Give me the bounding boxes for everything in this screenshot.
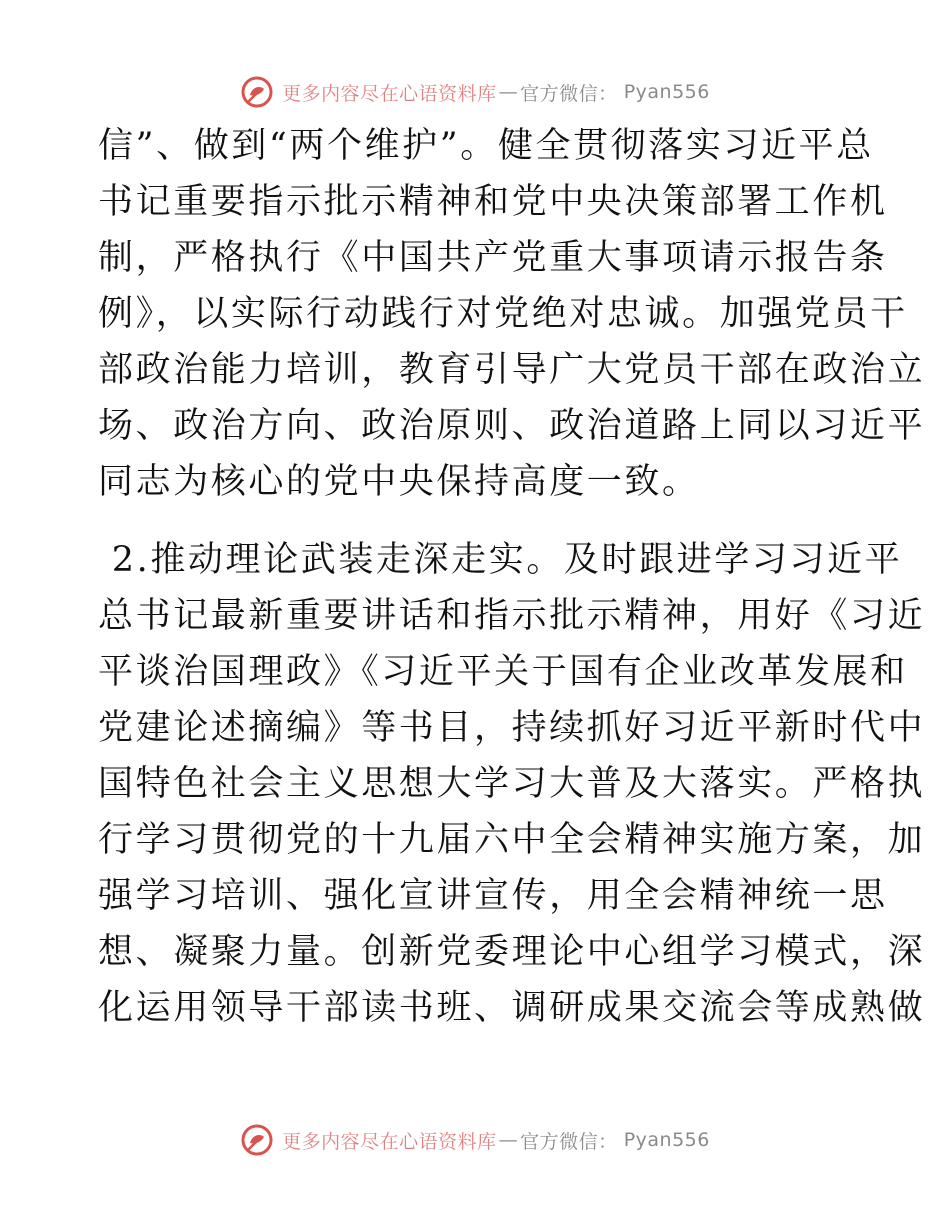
text-line: 同志为核心的党中央保持高度一致。 — [98, 462, 700, 502]
text-line: 行学习贯彻党的十九届六中全会精神实施方案，加 — [98, 820, 926, 860]
document-body — [98, 118, 926, 1036]
text-line: 2.推动理论武装走深走实。及时跟进学习习近平 — [98, 540, 903, 580]
text-line: 制，严格执行《中国共产党重大事项请示报告条 — [98, 238, 888, 278]
paragraph-2 — [98, 532, 926, 1036]
footer-watermark — [0, 1120, 950, 1160]
header-watermark — [0, 72, 950, 112]
paragraph-1 — [98, 118, 926, 510]
text-line: 书记重要指示批示精神和党中央决策部署工作机 — [98, 182, 888, 222]
watermark-account: Pyan556 — [623, 1129, 710, 1151]
text-line: 例》，以实际行动践行对党绝对忠诚。加强党员干 — [98, 294, 908, 334]
paragraph-gap — [98, 510, 858, 532]
text-line: 总书记最新重要讲话和指示批示精神，用好《习近 — [98, 596, 926, 636]
heart-pen-logo-icon — [240, 1123, 274, 1157]
watermark-dash: — — [498, 1129, 519, 1151]
text-line: 党建论述摘编》等书目，持续抓好习近平新时代中 — [98, 708, 926, 748]
text-line: 想、凝聚力量。创新党委理论中心组学习模式，深 — [98, 932, 926, 972]
text-line: 场、政治方向、政治原则、政治道路上同以习近平 — [98, 406, 926, 446]
text-line: 强学习培训、强化宣讲宣传，用全会精神统一思 — [98, 876, 888, 916]
text-line: 平谈治国理政》《习近平关于国有企业改革发展和 — [98, 652, 908, 692]
text-line: 国特色社会主义思想大学习大普及大落实。严格执 — [98, 764, 926, 804]
watermark-official-label: 官方微信： — [520, 1130, 618, 1153]
text-line: 部政治能力培训，教育引导广大党员干部在政治立 — [98, 350, 926, 390]
watermark-account: Pyan556 — [623, 81, 710, 103]
watermark-text — [282, 79, 710, 106]
watermark-official-label: 官方微信： — [520, 82, 618, 105]
watermark-brand: 更多内容尽在心语资料库 — [282, 1130, 497, 1153]
watermark-brand: 更多内容尽在心语资料库 — [282, 82, 497, 105]
heart-pen-logo-icon — [240, 75, 274, 109]
watermark-text — [282, 1127, 710, 1154]
watermark-dash: — — [498, 81, 519, 103]
text-line: 化运用领导干部读书班、调研成果交流会等成熟做 — [98, 988, 926, 1028]
text-line: 信”、做到“两个维护”。健全贯彻落实习近平总 — [98, 126, 874, 166]
